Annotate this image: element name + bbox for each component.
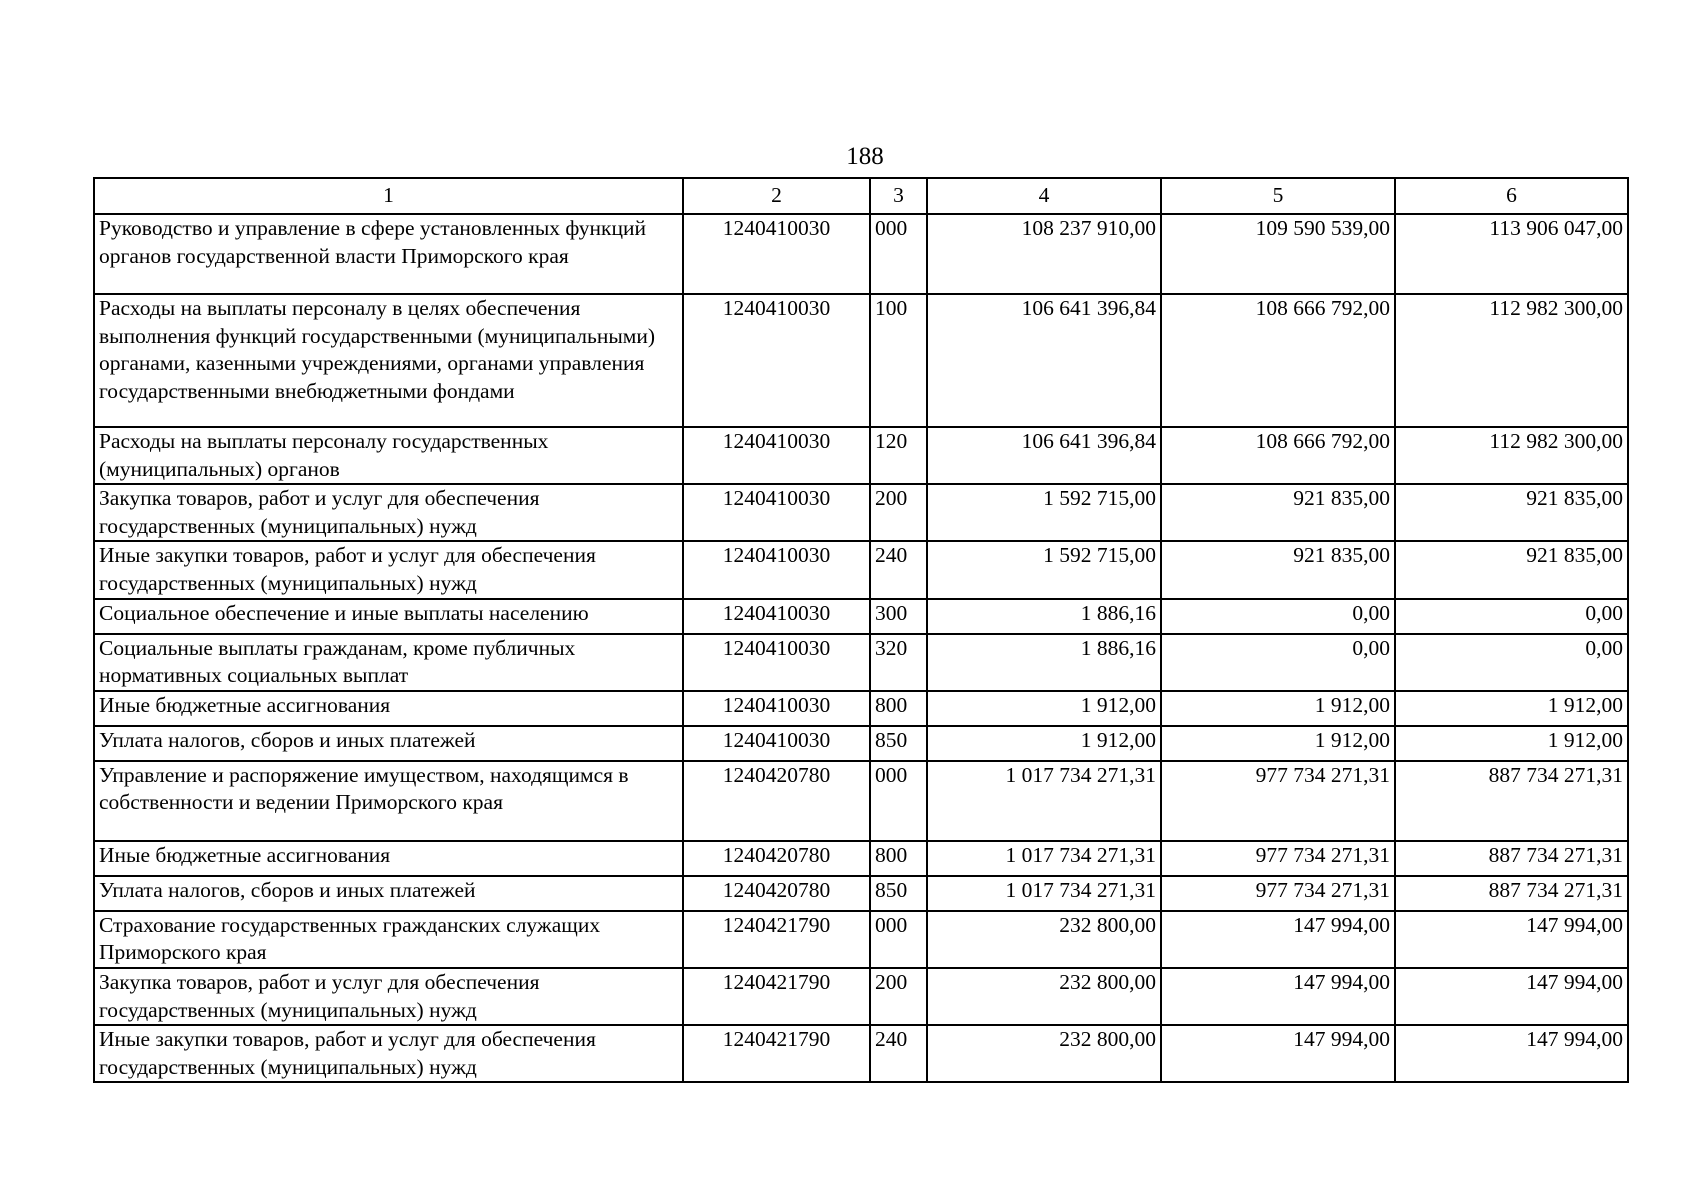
column-header-4: 4 [927,178,1161,214]
row-amount-col4: 1 886,16 [927,634,1161,691]
row-amount-col6: 921 835,00 [1395,484,1628,541]
row-name: Закупка товаров, работ и услуг для обеспечения государственных (муниципальных) нужд [94,968,683,1025]
row-name: Страхование государственных гражданских служащих Приморского края [94,911,683,968]
row-code: 1240410030 [683,294,870,427]
row-amount-col5: 1 912,00 [1161,726,1395,761]
row-amount-col6: 112 982 300,00 [1395,294,1628,427]
row-amount-col5: 1 912,00 [1161,691,1395,726]
row-expense-type: 000 [870,214,927,294]
row-expense-type: 850 [870,876,927,911]
row-code: 1240410030 [683,541,870,598]
row-expense-type: 100 [870,294,927,427]
row-amount-col4: 1 017 734 271,31 [927,876,1161,911]
table-row [94,484,1628,541]
row-amount-col5: 147 994,00 [1161,968,1395,1025]
table-row [94,634,1628,691]
row-name: Иные закупки товаров, работ и услуг для обеспечения государственных (муниципальных) нужд [94,1025,683,1082]
table-row [94,294,1628,427]
row-amount-col5: 109 590 539,00 [1161,214,1395,294]
row-amount-col6: 147 994,00 [1395,968,1628,1025]
row-amount-col6: 887 734 271,31 [1395,761,1628,841]
table-row [94,876,1628,911]
row-code: 1240410030 [683,214,870,294]
row-amount-col4: 232 800,00 [927,1025,1161,1082]
row-amount-col4: 1 592 715,00 [927,484,1161,541]
row-code: 1240410030 [683,726,870,761]
row-amount-col5: 921 835,00 [1161,484,1395,541]
row-code: 1240410030 [683,427,870,484]
row-expense-type: 800 [870,841,927,876]
row-amount-col5: 0,00 [1161,599,1395,634]
table-body [94,214,1628,1082]
row-name: Иные закупки товаров, работ и услуг для обеспечения государственных (муниципальных) нужд [94,541,683,598]
table-row [94,599,1628,634]
row-expense-type: 850 [870,726,927,761]
table-row [94,541,1628,598]
row-expense-type: 120 [870,427,927,484]
row-name: Иные бюджетные ассигнования [94,841,683,876]
row-code: 1240410030 [683,634,870,691]
budget-table [93,177,1629,1083]
row-amount-col6: 0,00 [1395,599,1628,634]
column-header-3: 3 [870,178,927,214]
table-row [94,1025,1628,1082]
row-amount-col4: 1 886,16 [927,599,1161,634]
row-amount-col4: 1 592 715,00 [927,541,1161,598]
row-name: Социальное обеспечение и иные выплаты населению [94,599,683,634]
row-amount-col4: 108 237 910,00 [927,214,1161,294]
row-expense-type: 200 [870,484,927,541]
table-row [94,911,1628,968]
row-expense-type: 320 [870,634,927,691]
row-amount-col4: 232 800,00 [927,968,1161,1025]
row-amount-col4: 106 641 396,84 [927,294,1161,427]
row-amount-col5: 0,00 [1161,634,1395,691]
table-row [94,427,1628,484]
row-amount-col5: 147 994,00 [1161,1025,1395,1082]
row-code: 1240410030 [683,691,870,726]
table-row [94,726,1628,761]
row-amount-col4: 1 017 734 271,31 [927,841,1161,876]
row-code: 1240421790 [683,911,870,968]
row-code: 1240420780 [683,841,870,876]
row-amount-col6: 1 912,00 [1395,691,1628,726]
row-amount-col6: 112 982 300,00 [1395,427,1628,484]
table-row [94,841,1628,876]
table-row [94,761,1628,841]
row-amount-col6: 113 906 047,00 [1395,214,1628,294]
table-row [94,691,1628,726]
row-code: 1240421790 [683,968,870,1025]
row-expense-type: 800 [870,691,927,726]
row-amount-col6: 1 912,00 [1395,726,1628,761]
row-name: Уплата налогов, сборов и иных платежей [94,726,683,761]
row-amount-col5: 108 666 792,00 [1161,294,1395,427]
row-amount-col5: 977 734 271,31 [1161,761,1395,841]
row-expense-type: 200 [870,968,927,1025]
row-name: Руководство и управление в сфере установленных функций органов государственной власти Приморского края [94,214,683,294]
header-row [94,178,1628,214]
row-amount-col6: 0,00 [1395,634,1628,691]
row-name: Расходы на выплаты персоналу государственных (муниципальных) органов [94,427,683,484]
row-code: 1240421790 [683,1025,870,1082]
row-amount-col5: 147 994,00 [1161,911,1395,968]
row-amount-col5: 108 666 792,00 [1161,427,1395,484]
row-amount-col6: 887 734 271,31 [1395,841,1628,876]
table-row [94,214,1628,294]
row-amount-col4: 1 912,00 [927,726,1161,761]
row-code: 1240420780 [683,761,870,841]
row-name: Расходы на выплаты персоналу в целях обеспечения выполнения функций государственными (муниципальными) органами, казенными учреждениями, органами управления государственными внебюджетными фондами [94,294,683,427]
column-header-6: 6 [1395,178,1628,214]
page-number: 188 [846,143,884,170]
column-header-1: 1 [94,178,683,214]
row-expense-type: 000 [870,911,927,968]
row-code: 1240410030 [683,484,870,541]
row-name: Закупка товаров, работ и услуг для обеспечения государственных (муниципальных) нужд [94,484,683,541]
column-header-5: 5 [1161,178,1395,214]
row-amount-col6: 147 994,00 [1395,1025,1628,1082]
row-code: 1240410030 [683,599,870,634]
row-code: 1240420780 [683,876,870,911]
row-amount-col5: 977 734 271,31 [1161,876,1395,911]
row-name: Иные бюджетные ассигнования [94,691,683,726]
row-amount-col4: 106 641 396,84 [927,427,1161,484]
row-amount-col4: 1 912,00 [927,691,1161,726]
row-expense-type: 240 [870,1025,927,1082]
row-expense-type: 000 [870,761,927,841]
row-name: Социальные выплаты гражданам, кроме публичных нормативных социальных выплат [94,634,683,691]
row-expense-type: 240 [870,541,927,598]
table-row [94,968,1628,1025]
row-amount-col4: 1 017 734 271,31 [927,761,1161,841]
row-amount-col6: 921 835,00 [1395,541,1628,598]
row-amount-col5: 921 835,00 [1161,541,1395,598]
table-header [94,178,1628,214]
row-amount-col5: 977 734 271,31 [1161,841,1395,876]
row-amount-col6: 147 994,00 [1395,911,1628,968]
row-amount-col4: 232 800,00 [927,911,1161,968]
column-header-2: 2 [683,178,870,214]
row-name: Управление и распоряжение имуществом, находящимся в собственности и ведении Приморского края [94,761,683,841]
row-expense-type: 300 [870,599,927,634]
row-name: Уплата налогов, сборов и иных платежей [94,876,683,911]
row-amount-col6: 887 734 271,31 [1395,876,1628,911]
